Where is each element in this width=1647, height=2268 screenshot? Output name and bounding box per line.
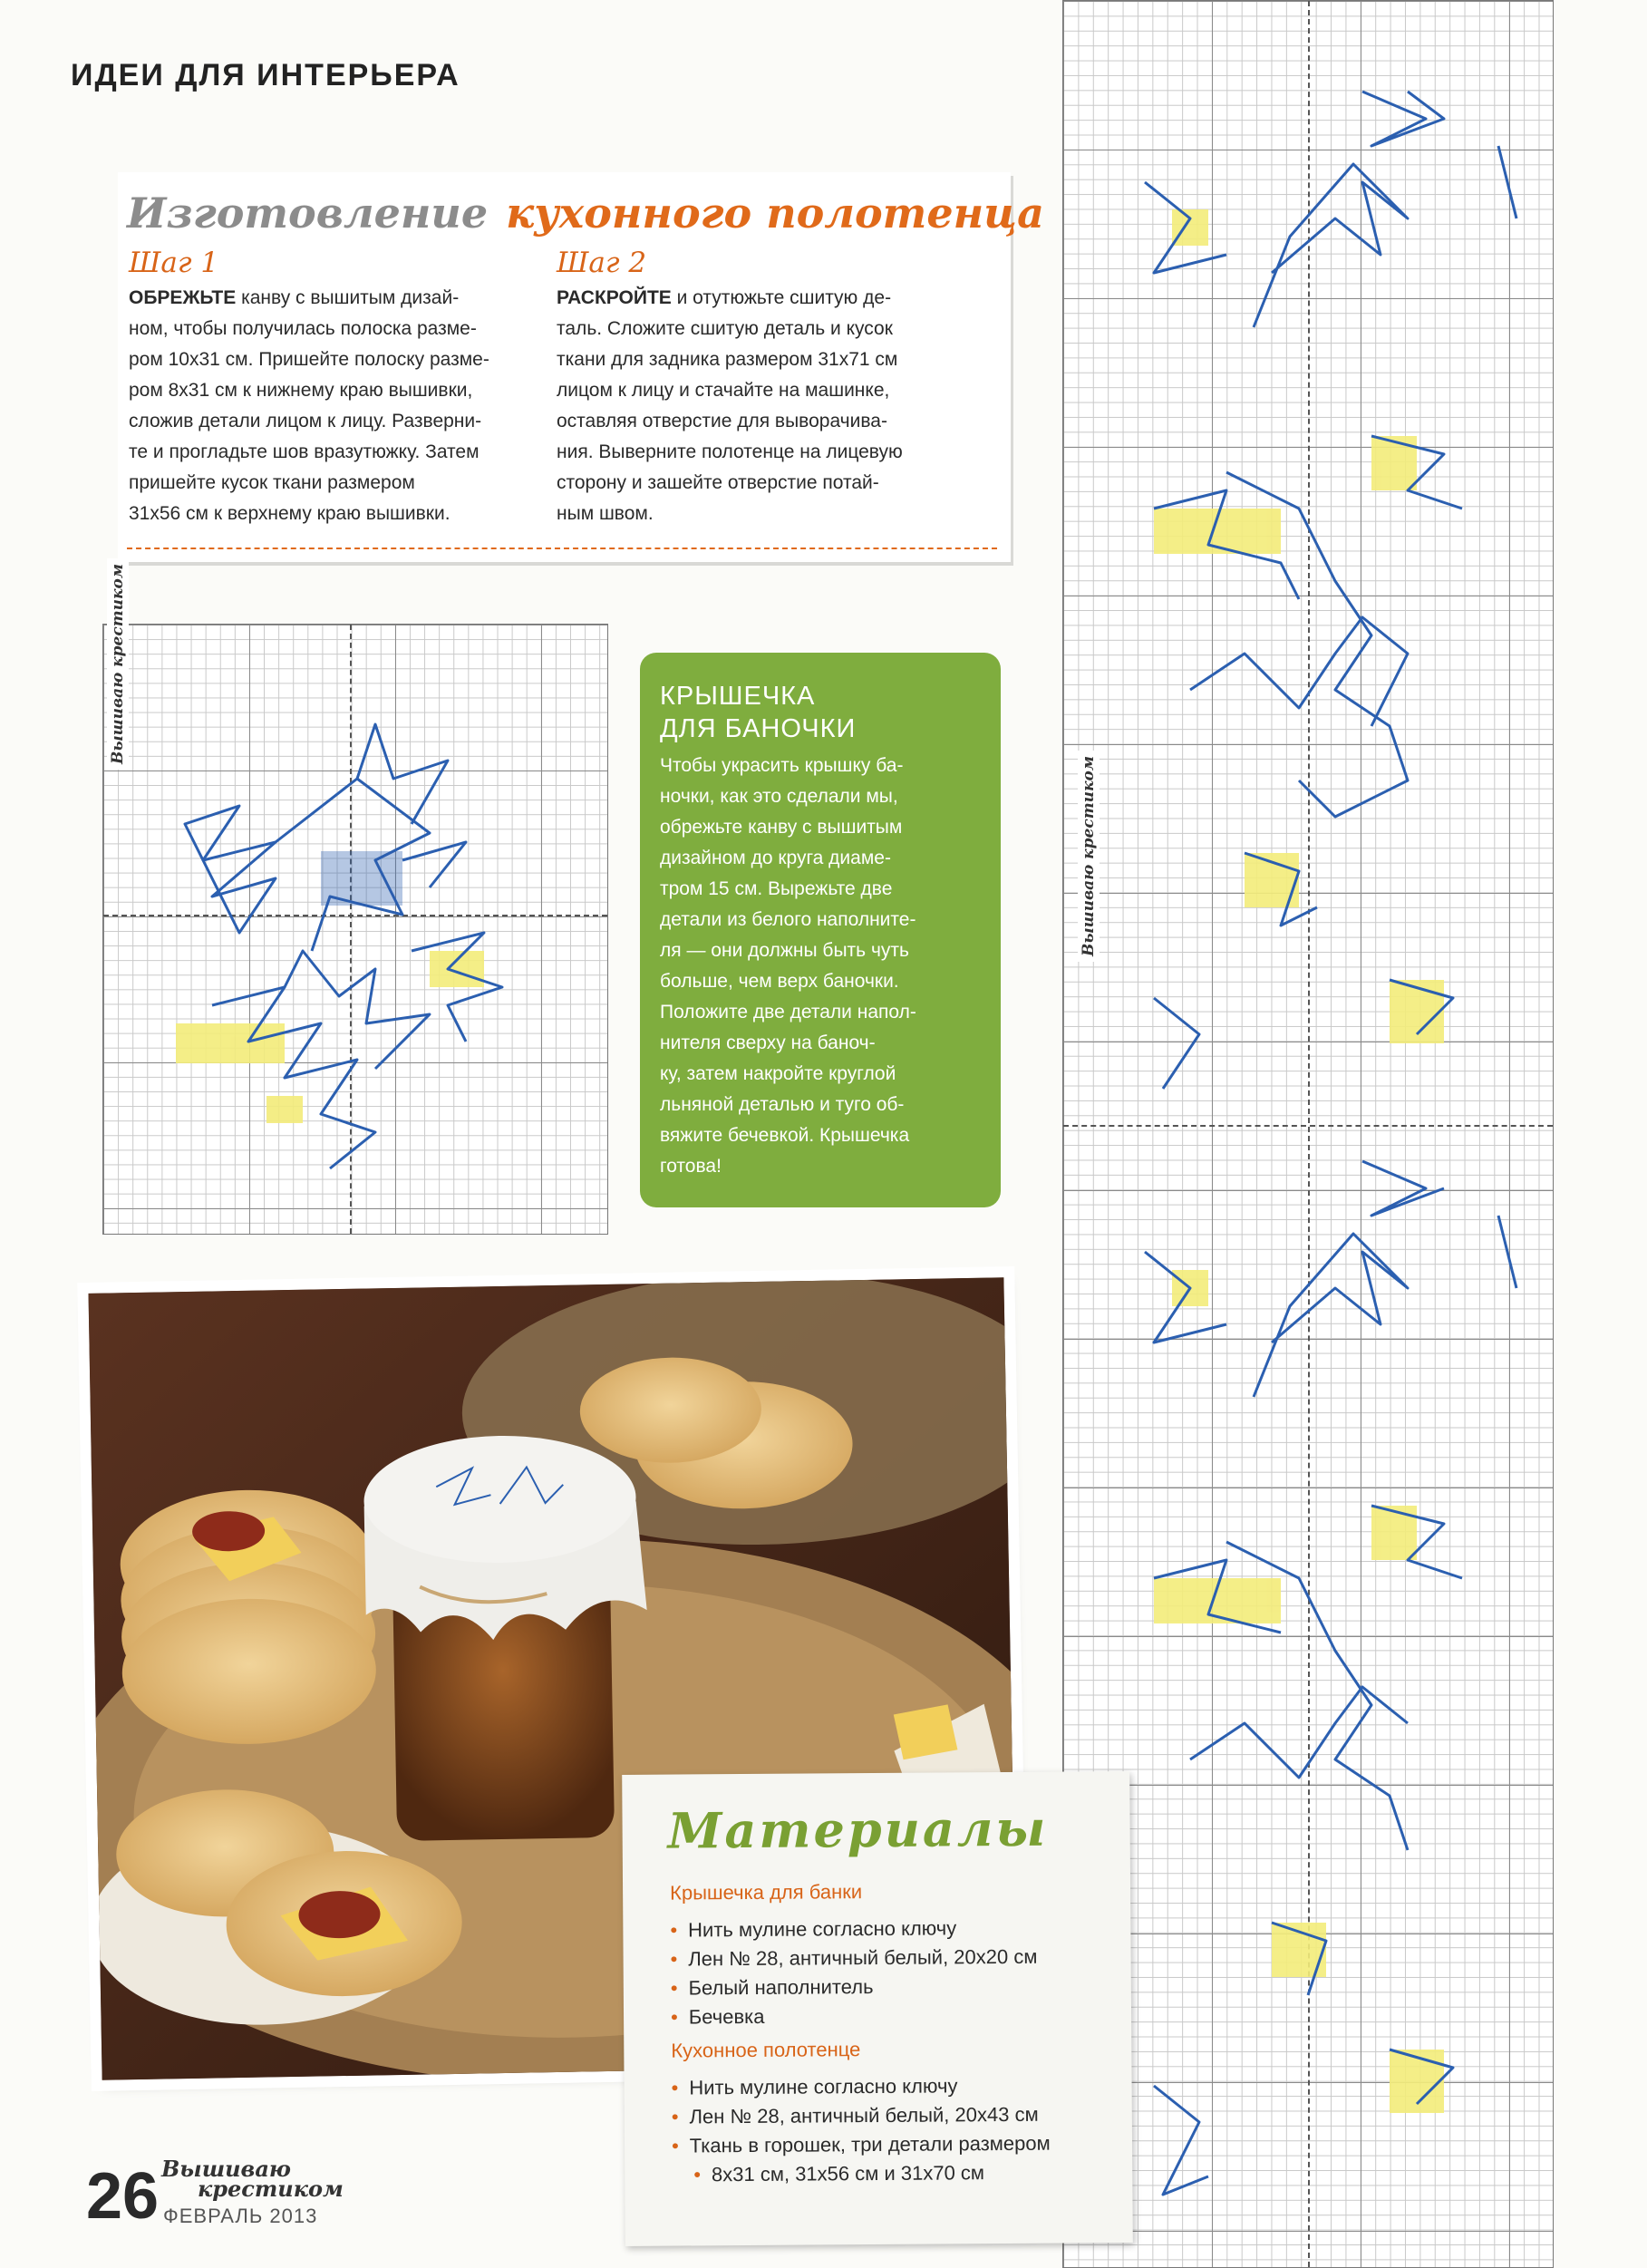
jar-lid-title-line: ДЛЯ БАНОЧКИ [660,714,857,743]
materials-group1-title: Крышечка для банки [670,1880,863,1905]
jar-lid-line: обрежьте канву с вышитым [660,817,903,838]
orange-dashed-rule [127,548,997,549]
materials-item [672,2158,1051,2190]
step1-lead: ОБРЕЖЬТЕ [129,287,237,308]
materials-item: • Нить мулине согласно ключу [670,1914,1037,1945]
step1-line: те и прогладьте шов вразутюжку. Затем [129,441,480,462]
chart-brand-mark: Вышиваю крестиком [107,558,129,770]
step1-line: ром 10x31 см. Пришейте полоску разме- [129,349,489,370]
materials-title: Материалы [667,1798,1049,1860]
materials-group1-list [670,1914,1038,2032]
footer-date: ФЕВРАЛЬ 2013 [163,2205,318,2227]
step1-heading: Шаг 1 [129,247,219,279]
towel-chart [1062,0,1554,2268]
instructions-title [127,189,1044,237]
step2-text [557,283,983,529]
materials-item: • Ткань в горошек, три детали размером [672,2129,1051,2161]
step2-line: таль. Сложите сшитую деталь и кусок [557,318,893,339]
step1-text [129,283,528,529]
materials-group2-title: Кухонное полотенце [671,2038,861,2062]
step2-line: ния. Выверните полотенце на лицевую [557,441,903,462]
jar-lid-title-line: КРЫШЕЧКА [660,682,816,711]
step1-line: пришейте кусок ткани размером [129,472,415,493]
jar-lid-line: готова! [660,1156,722,1177]
jar-lid-line: ночки, как это сделали мы, [660,786,898,807]
title-part-1: Изготовление [127,189,489,237]
materials-item-continued: 8x31 см, 31x56 см и 31x70 см [711,2161,985,2186]
jar-lid-text [660,751,986,1182]
section-label: ИДЕИ ДЛЯ ИНТЕРЬЕРА [71,58,460,92]
footer-brand-line: крестиком [198,2176,344,2202]
step1-line: 31x56 см к верхнему краю вышивки. [129,503,451,524]
step2-line: сторону и зашейте отверстие потай- [557,472,879,493]
step2-heading: Шаг 2 [557,247,647,279]
jar-lid-chart [102,563,608,1235]
jar-lid-pattern [103,625,607,1234]
jar-lid-line: ля — они должны быть чуть [660,940,909,961]
step2-line: ным швом. [557,503,654,524]
materials-group2-list [671,2071,1051,2190]
materials-item: • Белый наполнитель [671,1972,1038,2003]
jar-lid-line: дизайном до круга диаме- [660,848,891,868]
footer-brand-line: Вышиваю [161,2156,291,2182]
materials-item: • Бечевка [671,2001,1038,2032]
footer-brand [161,2156,344,2202]
materials-item: • Лен № 28, античный белый, 20x20 см [671,1943,1038,1974]
step1-line: сложив детали лицом к лицу. Разверни- [129,411,482,431]
jar-lid-line: Положите две детали напол- [660,1002,916,1023]
step2-lead: РАСКРОЙТЕ [557,287,672,308]
towel-pattern [1063,1,1553,2267]
jar-lid-line: льняной деталью и туго об- [660,1094,905,1115]
jar-lid-line: Чтобы украсить крышку ба- [660,755,904,776]
jar-lid-line: нителя сверху на баноч- [660,1032,876,1053]
step2-line: ткани для задника размером 31x71 см [557,349,898,370]
step1-line: ром 8x31 см к нижнему краю вышивки, [129,380,473,401]
materials-item: • Нить мулине согласно ключу [671,2071,1050,2103]
page-number: 26 [86,2160,160,2233]
title-part-2: кухонного полотенца [506,189,1044,237]
jar-lid-line: вяжите бечевкой. Крышечка [660,1125,910,1146]
jar-lid-title [660,680,856,745]
materials-item: • Лен № 28, античный белый, 20x43 см [672,2100,1051,2132]
step2-line: оставляя отверстие для выворачива- [557,411,887,431]
step1-line: ном, чтобы получилась полоска разме- [129,318,477,339]
jar-lid-line: тром 15 см. Вырежьте две [660,878,893,899]
jar-lid-line: больше, чем верх баночки. [660,971,899,992]
jar-lid-line: ку, затем накройте круглой [660,1063,896,1084]
step2-line: лицом к лицу и стачайте на машинке, [557,380,890,401]
towel-chart-brand-mark: Вышиваю крестиком [1078,751,1100,962]
jar-lid-line: детали из белого наполните- [660,909,916,930]
step1-line: канву с вышитым дизай- [236,287,460,308]
materials-note [622,1771,1133,2246]
step2-line: и отутюжьте сшитую де- [671,287,892,308]
